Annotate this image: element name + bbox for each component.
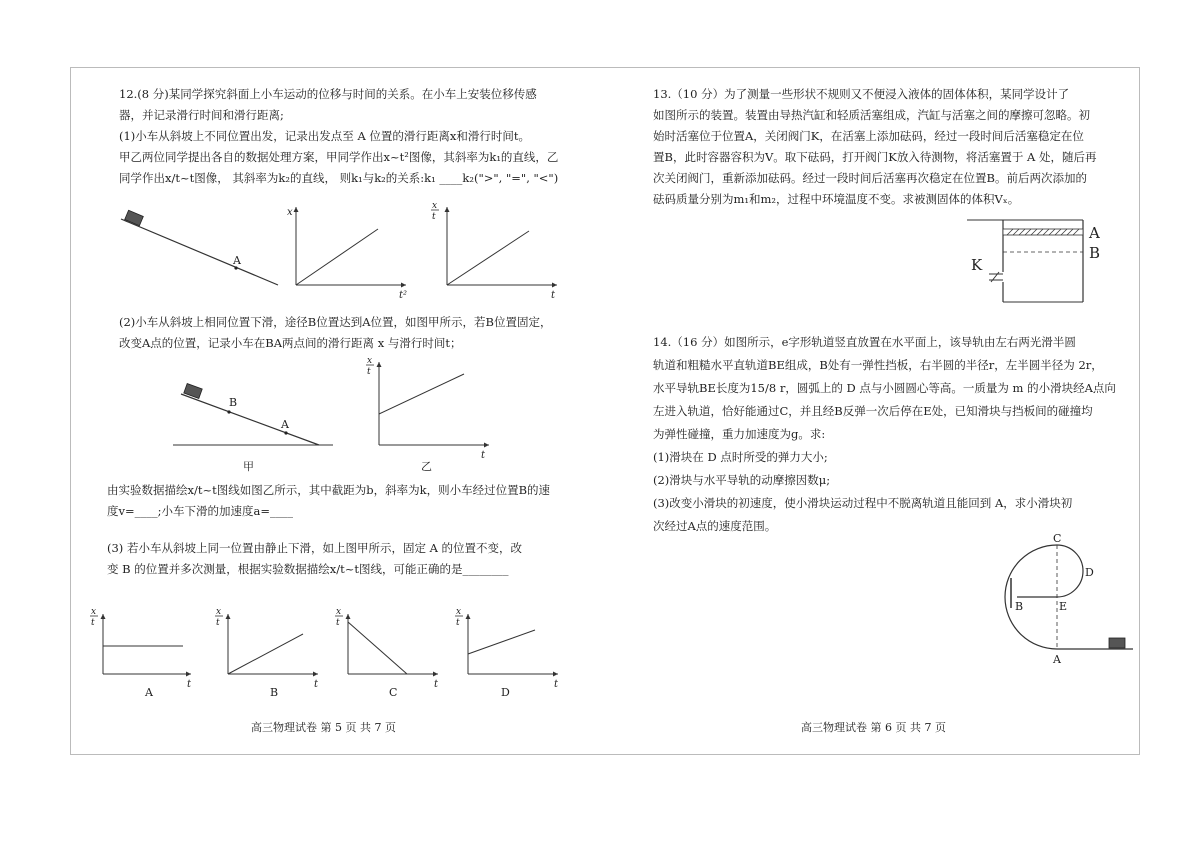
- label-a: A: [1089, 224, 1100, 242]
- q12-part2b: [107, 480, 587, 522]
- q12-part2-line: 改变A点的位置，记录小车在BA两点间的滑行距离 x 与滑行时间t；: [119, 336, 462, 350]
- q12-part2b-line: 由实验数据描绘x/t~t图线如图乙所示，其中截距为b，斜率为k，则小车经过位置B的速: [107, 483, 551, 497]
- q13-line: 次关闭阀门，重新添加砝码。经过一段时间后活塞再次稳定在位置B。前后两次添加的: [653, 171, 1087, 185]
- page-footer-left: 高三物理试卷 第 5 页 共 7 页: [251, 721, 396, 734]
- label-d: D: [1085, 566, 1094, 579]
- graph2-y-den: t: [432, 212, 436, 222]
- q12-intro-line: 器，并记录滑行时间和滑行距离;: [119, 108, 284, 122]
- q14-line: (3)改变小滑块的初速度，使小滑块运动过程中不脱离轨道且能回到 A，求小滑块初: [653, 496, 1073, 510]
- q12-intro: [119, 84, 589, 126]
- q13-line: 13.（10 分）为了测量一些形状不规则又不便浸入液体的固体体积，某同学设计了: [653, 87, 1070, 101]
- left-page: [71, 68, 605, 754]
- q12-intro-line: 12.(8 分)某同学探究斜面上小车运动的位移与时间的关系。在小车上安装位移传感: [119, 87, 537, 101]
- option-a-y-num: x: [91, 607, 97, 617]
- point-a-label: A: [233, 254, 241, 267]
- page-footer-right: 高三物理试卷 第 6 页 共 7 页: [801, 721, 946, 734]
- q12-part3: [107, 538, 587, 580]
- q14-track-figure: [965, 532, 1135, 676]
- q12-part2b-line: 度v=____;小车下滑的加速度a=____: [107, 504, 293, 518]
- q14-line: 为弹性碰撞，重力加速度为g。求:: [653, 427, 826, 441]
- label-c: C: [1053, 532, 1062, 545]
- q12-part3-line: 变 B 的位置并多次测量，根据实验数据描绘x/t~t图线，可能正确的是________: [107, 562, 509, 576]
- q13-line: 如图所示的装置。装置由导热汽缸和轻质活塞组成，汽缸与活塞之间的摩擦可忽略。初: [653, 108, 1090, 122]
- q13-line: 置B，此时容器容积为V。取下砝码，打开阀门K放入待测物，将活塞置于 A 处，随后再: [653, 150, 1097, 164]
- option-c-label: C: [389, 686, 398, 699]
- graph1-y-label: x: [287, 207, 293, 218]
- option-d-x: t: [554, 679, 559, 690]
- graph-yi-y-num: x: [367, 356, 373, 366]
- q12-options: [71, 608, 605, 703]
- graph-x-t2: [287, 207, 407, 301]
- q13-cylinder-figure: [915, 216, 1125, 316]
- option-d-graph: [455, 607, 559, 699]
- option-b-label: B: [270, 686, 279, 699]
- right-page: [605, 68, 1139, 754]
- exam-sheet: [70, 67, 1140, 755]
- option-a-label: A: [145, 686, 153, 699]
- q14-text: [653, 331, 1123, 538]
- option-d-label: D: [501, 686, 510, 699]
- q14-line: 左进入轨道，恰好能通过C，并且经B反弹一次后停在E处，已知滑块与挡板间的碰撞均: [653, 404, 1093, 418]
- q12-part2: [119, 312, 589, 354]
- incline-2: [173, 384, 333, 473]
- option-c-y-num: x: [336, 607, 342, 617]
- label-e: E: [1059, 600, 1068, 613]
- graph-xt-t: [431, 201, 557, 301]
- graph-yi-x-label: t: [481, 450, 486, 461]
- q13-text: [653, 84, 1123, 210]
- option-c-x: t: [434, 679, 439, 690]
- option-b-y-num: x: [216, 607, 222, 617]
- label-a: A: [1053, 653, 1061, 666]
- q14-line: 次经过A点的速度范围。: [653, 519, 777, 533]
- option-a-graph: [90, 607, 192, 699]
- option-b-x: t: [314, 679, 319, 690]
- q12-part3-line: (3) 若小车从斜坡上同一位置由静止下滑，如上图甲所示，固定 A 的位置不变，改: [107, 541, 523, 555]
- option-d-y-den: t: [456, 618, 460, 628]
- graph1-x-label: t²: [399, 290, 408, 301]
- option-b-y-den: t: [216, 618, 220, 628]
- graph2-y-num: x: [432, 201, 438, 211]
- q13-line: 始时活塞位于位置A，关闭阀门K，在活塞上添加砝码，经过一段时间后活塞稳定在位: [653, 129, 1084, 143]
- option-b-graph: [215, 607, 319, 699]
- q14-line: (1)滑块在 D 点时所受的弹力大小;: [653, 450, 828, 464]
- label-b: B: [1089, 244, 1101, 262]
- option-a-y-den: t: [91, 618, 95, 628]
- q12-part1-line: 甲乙两位同学提出各自的数据处理方案，甲同学作出x~t²图像，其斜率为k₁的直线，乙: [119, 150, 559, 164]
- caption-yi: 乙: [421, 460, 432, 473]
- q12-figure-2: [71, 356, 605, 476]
- q12-figure-1: [71, 203, 605, 303]
- incline-1: [121, 210, 278, 285]
- point-b-label: B: [229, 396, 238, 409]
- graph-yi-y-den: t: [367, 367, 371, 377]
- q12-part2-line: (2)小车从斜坡上相同位置下滑，途径B位置达到A位置，如图甲所示，若B位置固定，: [119, 315, 552, 329]
- label-k: K: [971, 256, 983, 274]
- q13-line: 砝码质量分别为m₁和m₂，过程中环境温度不变。求被测固体的体积Vₓ。: [653, 192, 1020, 206]
- graph-yi: [366, 356, 489, 473]
- point-a-label: A: [281, 418, 289, 431]
- caption-jia: 甲: [243, 460, 254, 473]
- q14-line: 轨道和粗糙水平直轨道BE组成，B处有一弹性挡板，右半圆的半径r，左半圆半径为 2r，: [653, 358, 1103, 372]
- option-c-graph: [335, 607, 439, 699]
- q14-line: (2)滑块与水平导轨的动摩擦因数μ;: [653, 473, 831, 487]
- q12-part1-line: (1)小车从斜坡上不同位置出发，记录出发点至 A 位置的滑行距离x和滑行时间t。: [119, 129, 531, 143]
- label-b: B: [1015, 600, 1024, 613]
- option-c-y-den: t: [336, 618, 340, 628]
- q14-line: 14.（16 分）如图所示，e字形轨道竖直放置在水平面上，该导轨由左右两光滑半圆: [653, 335, 1076, 349]
- q12-part1: [119, 126, 589, 189]
- graph2-x-label: t: [551, 290, 556, 301]
- option-a-x: t: [187, 679, 192, 690]
- q14-line: 水平导轨BE长度为15/8 r，圆弧上的 D 点与小圆圆心等高。一质量为 m 的小滑块经A点向: [653, 381, 1116, 395]
- option-d-y-num: x: [456, 607, 462, 617]
- q12-part1-line: 同学作出x/t~t图像， 其斜率为k₂的直线， 则k₁与k₂的关系:k₁ ____k₂(">", "=", "<"): [119, 171, 559, 185]
